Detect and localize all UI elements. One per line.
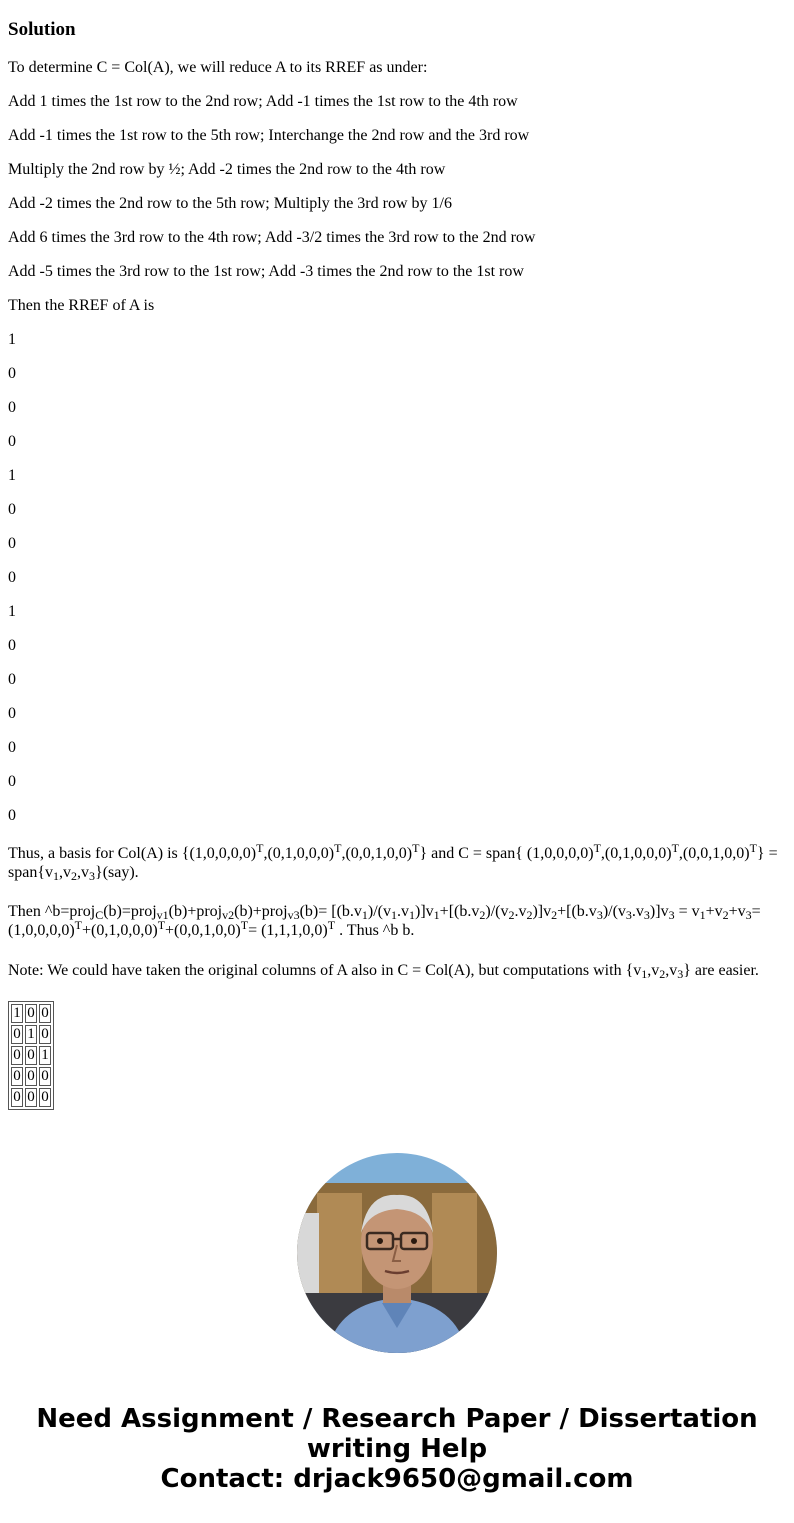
matrix-cell: 1: [25, 1025, 37, 1044]
matrix-cell: 0: [11, 1046, 23, 1065]
rref-entry: 1: [8, 467, 16, 484]
table-row: [11, 1088, 51, 1107]
intro-text: To determine C = Col(A), we will reduce A to its RREF as under:: [8, 59, 428, 76]
step-2: Add -1 times the 1st row to the 5th row; Interchange the 2nd row and the 3rd row: [8, 127, 530, 144]
note-paragraph: Note: We could have taken the original columns of A also in C = Col(A), but computations with $\{v_1,v_2,v_3\}$ are easier.: [8, 962, 759, 981]
matrix-cell: 0: [39, 1004, 51, 1023]
table-row: [11, 1067, 51, 1086]
rref-entry: 0: [8, 773, 16, 790]
rref-intro: Then the RREF of A is: [8, 297, 155, 314]
matrix-cell: 0: [25, 1004, 37, 1023]
rref-entry: 0: [8, 739, 16, 756]
matrix-cell: 1: [11, 1004, 23, 1023]
promo-contact[interactable]: Contact: drjack9650@gmail.com: [160, 1464, 634, 1494]
rref-entry: 0: [8, 433, 16, 450]
matrix-cell: 0: [25, 1088, 37, 1107]
matrix-cell: 0: [39, 1067, 51, 1086]
table-row: [11, 1025, 51, 1044]
matrix-cell: 1: [39, 1046, 51, 1065]
matrix-cell: 0: [39, 1088, 51, 1107]
promo-banner: [0, 1404, 794, 1494]
step-3: Multiply the 2nd row by ½; Add -2 times the 2nd row to the 4th row: [8, 161, 446, 178]
matrix-cell: 0: [25, 1067, 37, 1086]
basis-paragraph: Thus, a basis for Col(A) is $\{(1,0,0,0,0)^T,(0,1,0,0,0)^T,(0,0,1,0,0)^T\}$ and C = span{ $(1,0,0,0,0)^T,(0,1,0,0,0)^T,(0,0,1,0,0)^T$} = $span\{v_1,v_2,v_3\}(say)$.: [8, 841, 778, 883]
author-photo-icon: [297, 1153, 497, 1353]
rref-entry: 0: [8, 807, 16, 824]
rref-entry: 0: [8, 535, 16, 552]
rref-entry: 0: [8, 671, 16, 688]
table-row: [11, 1004, 51, 1023]
author-avatar: [297, 1153, 497, 1353]
rref-entry: 0: [8, 705, 16, 722]
table-row: [11, 1046, 51, 1065]
step-4: Add -2 times the 2nd row to the 5th row; Multiply the 3rd row by 1/6: [8, 195, 452, 212]
rref-entry: 1: [8, 603, 16, 620]
step-1: Add 1 times the 1st row to the 2nd row; Add -1 times the 1st row to the 4th row: [8, 93, 518, 110]
step-6: Add -5 times the 3rd row to the 1st row; Add -3 times the 2nd row to the 1st row: [8, 263, 524, 280]
rref-entry: 0: [8, 637, 16, 654]
projection-paragraph: Then ^b=proj$_C$(b)=proj$_{v1}$(b)+proj$_{v2}$(b)+proj$_{v3}$(b)= $[(b.v_1)/(v_1.v_1)]v_1+[(b.v_2)/(v_2.v_2)]v_2+[(b.v_3)/(v_3.v_3)]v_3 = v_1+v_2+v_3= (1,0,0,0,0)^T+(0,1,0,0,0)^T+(0,0,1,0,0)^T= (1,1,1,0,0)^T$ . Thus ^b b.: [8, 903, 761, 939]
step-5: Add 6 times the 3rd row to the 4th row; Add -3/2 times the 3rd row to the 2nd row: [8, 229, 536, 246]
matrix-cell: 0: [25, 1046, 37, 1065]
rref-entry: 0: [8, 399, 16, 416]
promo-line-1: Need Assignment / Research Paper / Dissertation: [36, 1404, 758, 1434]
rref-matrix-table: [8, 1001, 54, 1110]
rref-entry: 0: [8, 501, 16, 518]
rref-entry: 0: [8, 365, 16, 382]
rref-entry: 0: [8, 569, 16, 586]
matrix-cell: 0: [39, 1025, 51, 1044]
rref-entry: 1: [8, 331, 16, 348]
solution-heading: Solution: [8, 19, 76, 40]
matrix-cell: 0: [11, 1088, 23, 1107]
matrix-cell: 0: [11, 1067, 23, 1086]
promo-line-2: writing Help: [306, 1434, 488, 1464]
matrix-cell: 0: [11, 1025, 23, 1044]
